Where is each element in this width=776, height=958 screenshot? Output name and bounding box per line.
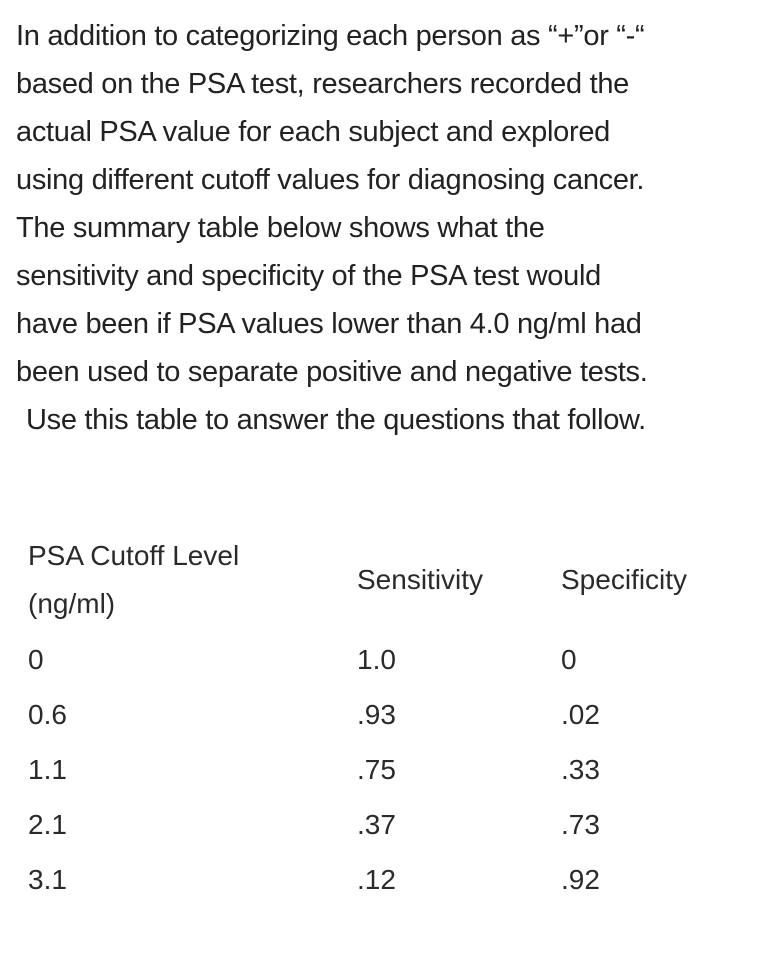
- intro-line: using different cutoff values for diagnosing cancer.: [16, 164, 645, 196]
- intro-line: actual PSA value for each subject and explored: [16, 116, 610, 148]
- intro-line: In addition to categorizing each person as “+”or “-“: [16, 20, 645, 52]
- cell-cutoff: 0: [28, 644, 44, 675]
- cell-sensitivity: .12: [357, 864, 396, 895]
- cell-sensitivity: 1.0: [357, 644, 396, 675]
- table-row: [16, 687, 773, 742]
- intro-line: sensitivity and specificity of the PSA test would: [16, 260, 601, 292]
- intro-line: The summary table below shows what the: [16, 212, 545, 244]
- intro-line: Use this table to answer the questions that follow.: [26, 404, 646, 436]
- cell-sensitivity: .75: [357, 754, 396, 785]
- header-cutoff-line1: PSA Cutoff Level: [28, 540, 240, 571]
- intro-line: have been if PSA values lower than 4.0 ng/ml had: [16, 308, 642, 340]
- cell-specificity: .92: [561, 864, 600, 895]
- header-cutoff-line2: (ng/ml): [28, 588, 116, 619]
- cell-specificity: .73: [561, 809, 600, 840]
- cell-cutoff: 3.1: [28, 864, 67, 895]
- header-sensitivity: Sensitivity: [357, 564, 484, 595]
- cell-cutoff: 2.1: [28, 809, 67, 840]
- cell-sensitivity: .37: [357, 809, 396, 840]
- table-row: [16, 742, 773, 797]
- cell-specificity: 0: [561, 644, 577, 675]
- intro-paragraph: [16, 12, 768, 444]
- table-row: [16, 852, 773, 907]
- table-row: [16, 797, 773, 852]
- intro-line: been used to separate positive and negative tests.: [16, 356, 648, 388]
- header-specificity: Specificity: [561, 564, 688, 595]
- cell-cutoff: 0.6: [28, 699, 67, 730]
- cell-specificity: .02: [561, 699, 600, 730]
- cell-sensitivity: .93: [357, 699, 396, 730]
- cell-cutoff: 1.1: [28, 754, 67, 785]
- cell-specificity: .33: [561, 754, 600, 785]
- header-cutoff-level: [16, 528, 345, 632]
- psa-summary-table: [16, 528, 773, 907]
- table-header-row: [16, 528, 773, 632]
- table-row: [16, 632, 773, 687]
- intro-line: based on the PSA test, researchers recorded the: [16, 68, 629, 100]
